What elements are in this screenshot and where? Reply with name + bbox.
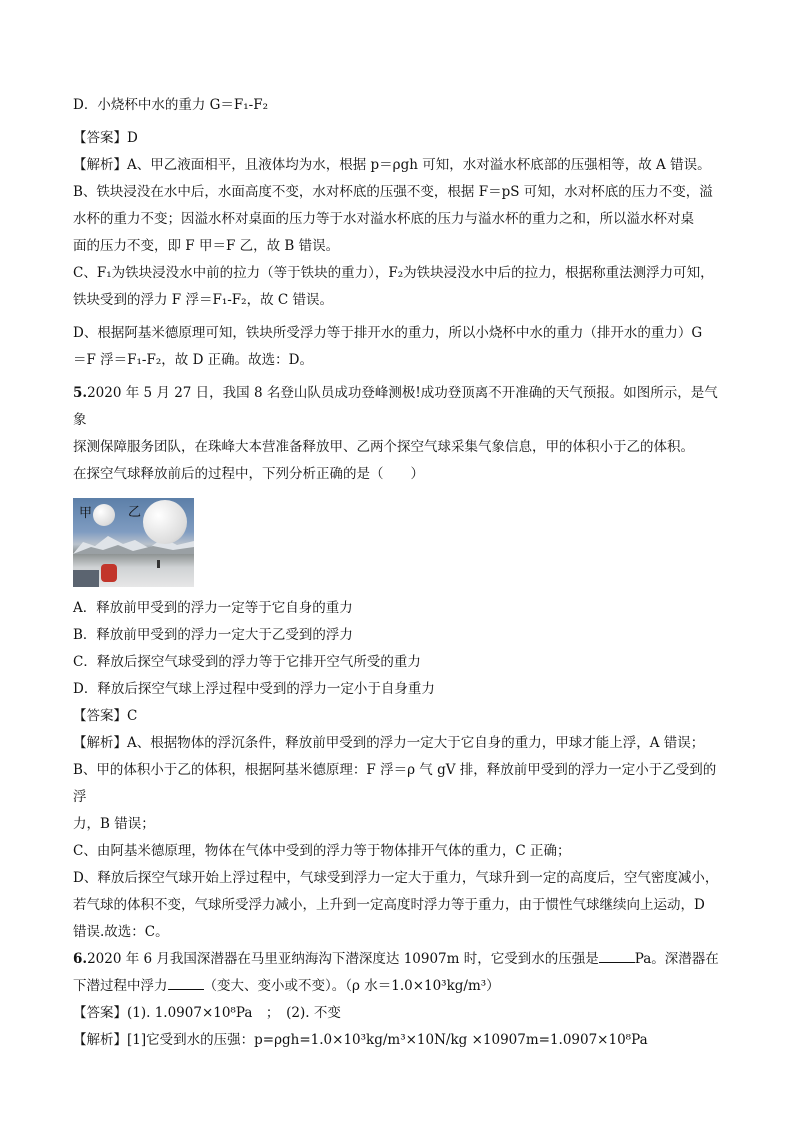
document-content bbox=[73, 92, 729, 1054]
analysis-q4-b1: B、铁块浸没在水中后，水面高度不变，水对杯底的压强不变，根据 F＝pS 可知，水对杯底的压力不变，溢 bbox=[73, 184, 713, 200]
question-5-option-d: D．释放后探空气球上浮过程中受到的浮力一定小于自身重力 bbox=[73, 681, 435, 697]
question-5-number: 5. bbox=[73, 385, 88, 401]
analysis-q5-d1: D、释放后探空气球开始上浮过程中，气球受到浮力一定大于重力，气球升到一定的高度后，空气密度减小， bbox=[73, 870, 719, 886]
question-6-text-2b: （变大、变小或不变）。（ρ 水＝1.0×10³kg/m³） bbox=[203, 978, 500, 994]
person-figure-small bbox=[157, 560, 160, 568]
analysis-q4-b2: 水杯的重力不变；因溢水杯对桌面的压力等于水对溢水杯底的压力与溢水杯的重力之和，所以溢水杯对桌 bbox=[73, 211, 694, 227]
analysis-q5-a: 【解析】A、根据物体的浮沉条件，释放前甲受到的浮力一定大于它自身的重力，甲球才能上浮，A 错误； bbox=[73, 735, 705, 751]
analysis-q4-c2: 铁块受到的浮力 F 浮＝F₁-F₂，故 C 错误。 bbox=[73, 292, 333, 308]
question-6-text-1a: 2020 年 6 月我国深潜器在马里亚纳海沟下潜深度达 10907m 时，它受到水的压强是 bbox=[87, 951, 599, 967]
question-5-line-2: 探测保障服务团队，在珠峰大本营准备释放甲、乙两个探空气球采集气象信息，甲的体积小于乙的体积。 bbox=[73, 439, 694, 455]
question-6-text-1b: Pa。深潜器在 bbox=[634, 951, 719, 967]
analysis-q4-c1: C、F₁为铁块浸没水中前的拉力（等于铁块的重力），F₂为铁块浸没水中后的拉力，根据称重法测浮力可知， bbox=[73, 265, 714, 281]
answer-blank-2[interactable] bbox=[168, 975, 204, 990]
balloon-jia bbox=[93, 504, 115, 526]
analysis-q5-d2: 若气球的体积不变，气球所受浮力减小，上升到一定高度时浮力等于重力，由于惯性气球继续向上运动，D bbox=[73, 897, 705, 913]
question-6-text-2a: 下潜过程中浮力 bbox=[73, 978, 168, 994]
analysis-q5-d3: 错误.故选：C。 bbox=[73, 924, 169, 940]
balloon-photo bbox=[73, 498, 194, 587]
question-5-text-1: 2020 年 5 月 27 日，我国 8 名登山队员成功登峰测极!成功登顶离不开准确的天气预报。如图所示，是气象 bbox=[73, 385, 718, 428]
person-figure bbox=[101, 564, 117, 582]
question-5-line-3: 在探空气球释放前后的过程中，下列分析正确的是（ ） bbox=[73, 466, 424, 482]
analysis-q4-d1: D、根据阿基米德原理可知，铁块所受浮力等于排开水的重力，所以小烧杯中水的重力（排开水的重力）G bbox=[73, 325, 703, 341]
analysis-q5-c: C、由阿基米德原理，物体在气体中受到的浮力等于物体排开气体的重力，C 正确； bbox=[73, 843, 571, 859]
question-6-line-1 bbox=[73, 946, 729, 973]
question-5-option-a: A．释放前甲受到的浮力一定等于它自身的重力 bbox=[73, 600, 353, 616]
label-jia: 甲 bbox=[79, 506, 93, 521]
question-5-option-b: B．释放前甲受到的浮力一定大于乙受到的浮力 bbox=[73, 627, 353, 643]
answer-q5: 【答案】C bbox=[73, 708, 138, 724]
question-6-number: 6. bbox=[73, 951, 88, 967]
analysis-q6: 【解析】[1]它受到水的压强：p=ρgh=1.0×10³kg/m³×10N/kg ×10907m=1.0907×10⁸Pa bbox=[73, 1032, 648, 1048]
question-5-option-c: C．释放后探空气球受到的浮力等于它排开空气所受的重力 bbox=[73, 654, 421, 670]
balloon-yi bbox=[143, 500, 187, 544]
answer-q6: 【答案】(1). 1.0907×10⁸Pa ； (2). 不变 bbox=[73, 1005, 341, 1021]
analysis-q4-d2: ＝F 浮＝F₁-F₂，故 D 正确。故选：D。 bbox=[73, 352, 314, 368]
question-6-line-2 bbox=[73, 973, 729, 1000]
option-d-q4: D．小烧杯中水的重力 G＝F₁-F₂ bbox=[73, 97, 269, 113]
analysis-q4-b3: 面的压力不变，即 F 甲＝F 乙，故 B 错误。 bbox=[73, 238, 340, 254]
answer-blank-1[interactable] bbox=[599, 948, 635, 963]
analysis-q5-b2: 力，B 错误； bbox=[73, 816, 155, 832]
label-yi: 乙 bbox=[128, 505, 142, 520]
analysis-q5-b1: B、甲的体积小于乙的体积，根据阿基米德原理：F 浮＝ρ 气 gV 排，释放前甲受到的浮力一定小于乙受到的浮 bbox=[73, 762, 717, 805]
answer-q4: 【答案】D bbox=[73, 130, 138, 146]
question-5-line-1 bbox=[73, 380, 729, 434]
tent bbox=[73, 570, 99, 587]
analysis-q4-a: 【解析】A、甲乙液面相平，且液体均为水，根据 p＝ρgh 可知，水对溢水杯底部的压强相等，故 A 错误。 bbox=[73, 157, 711, 173]
